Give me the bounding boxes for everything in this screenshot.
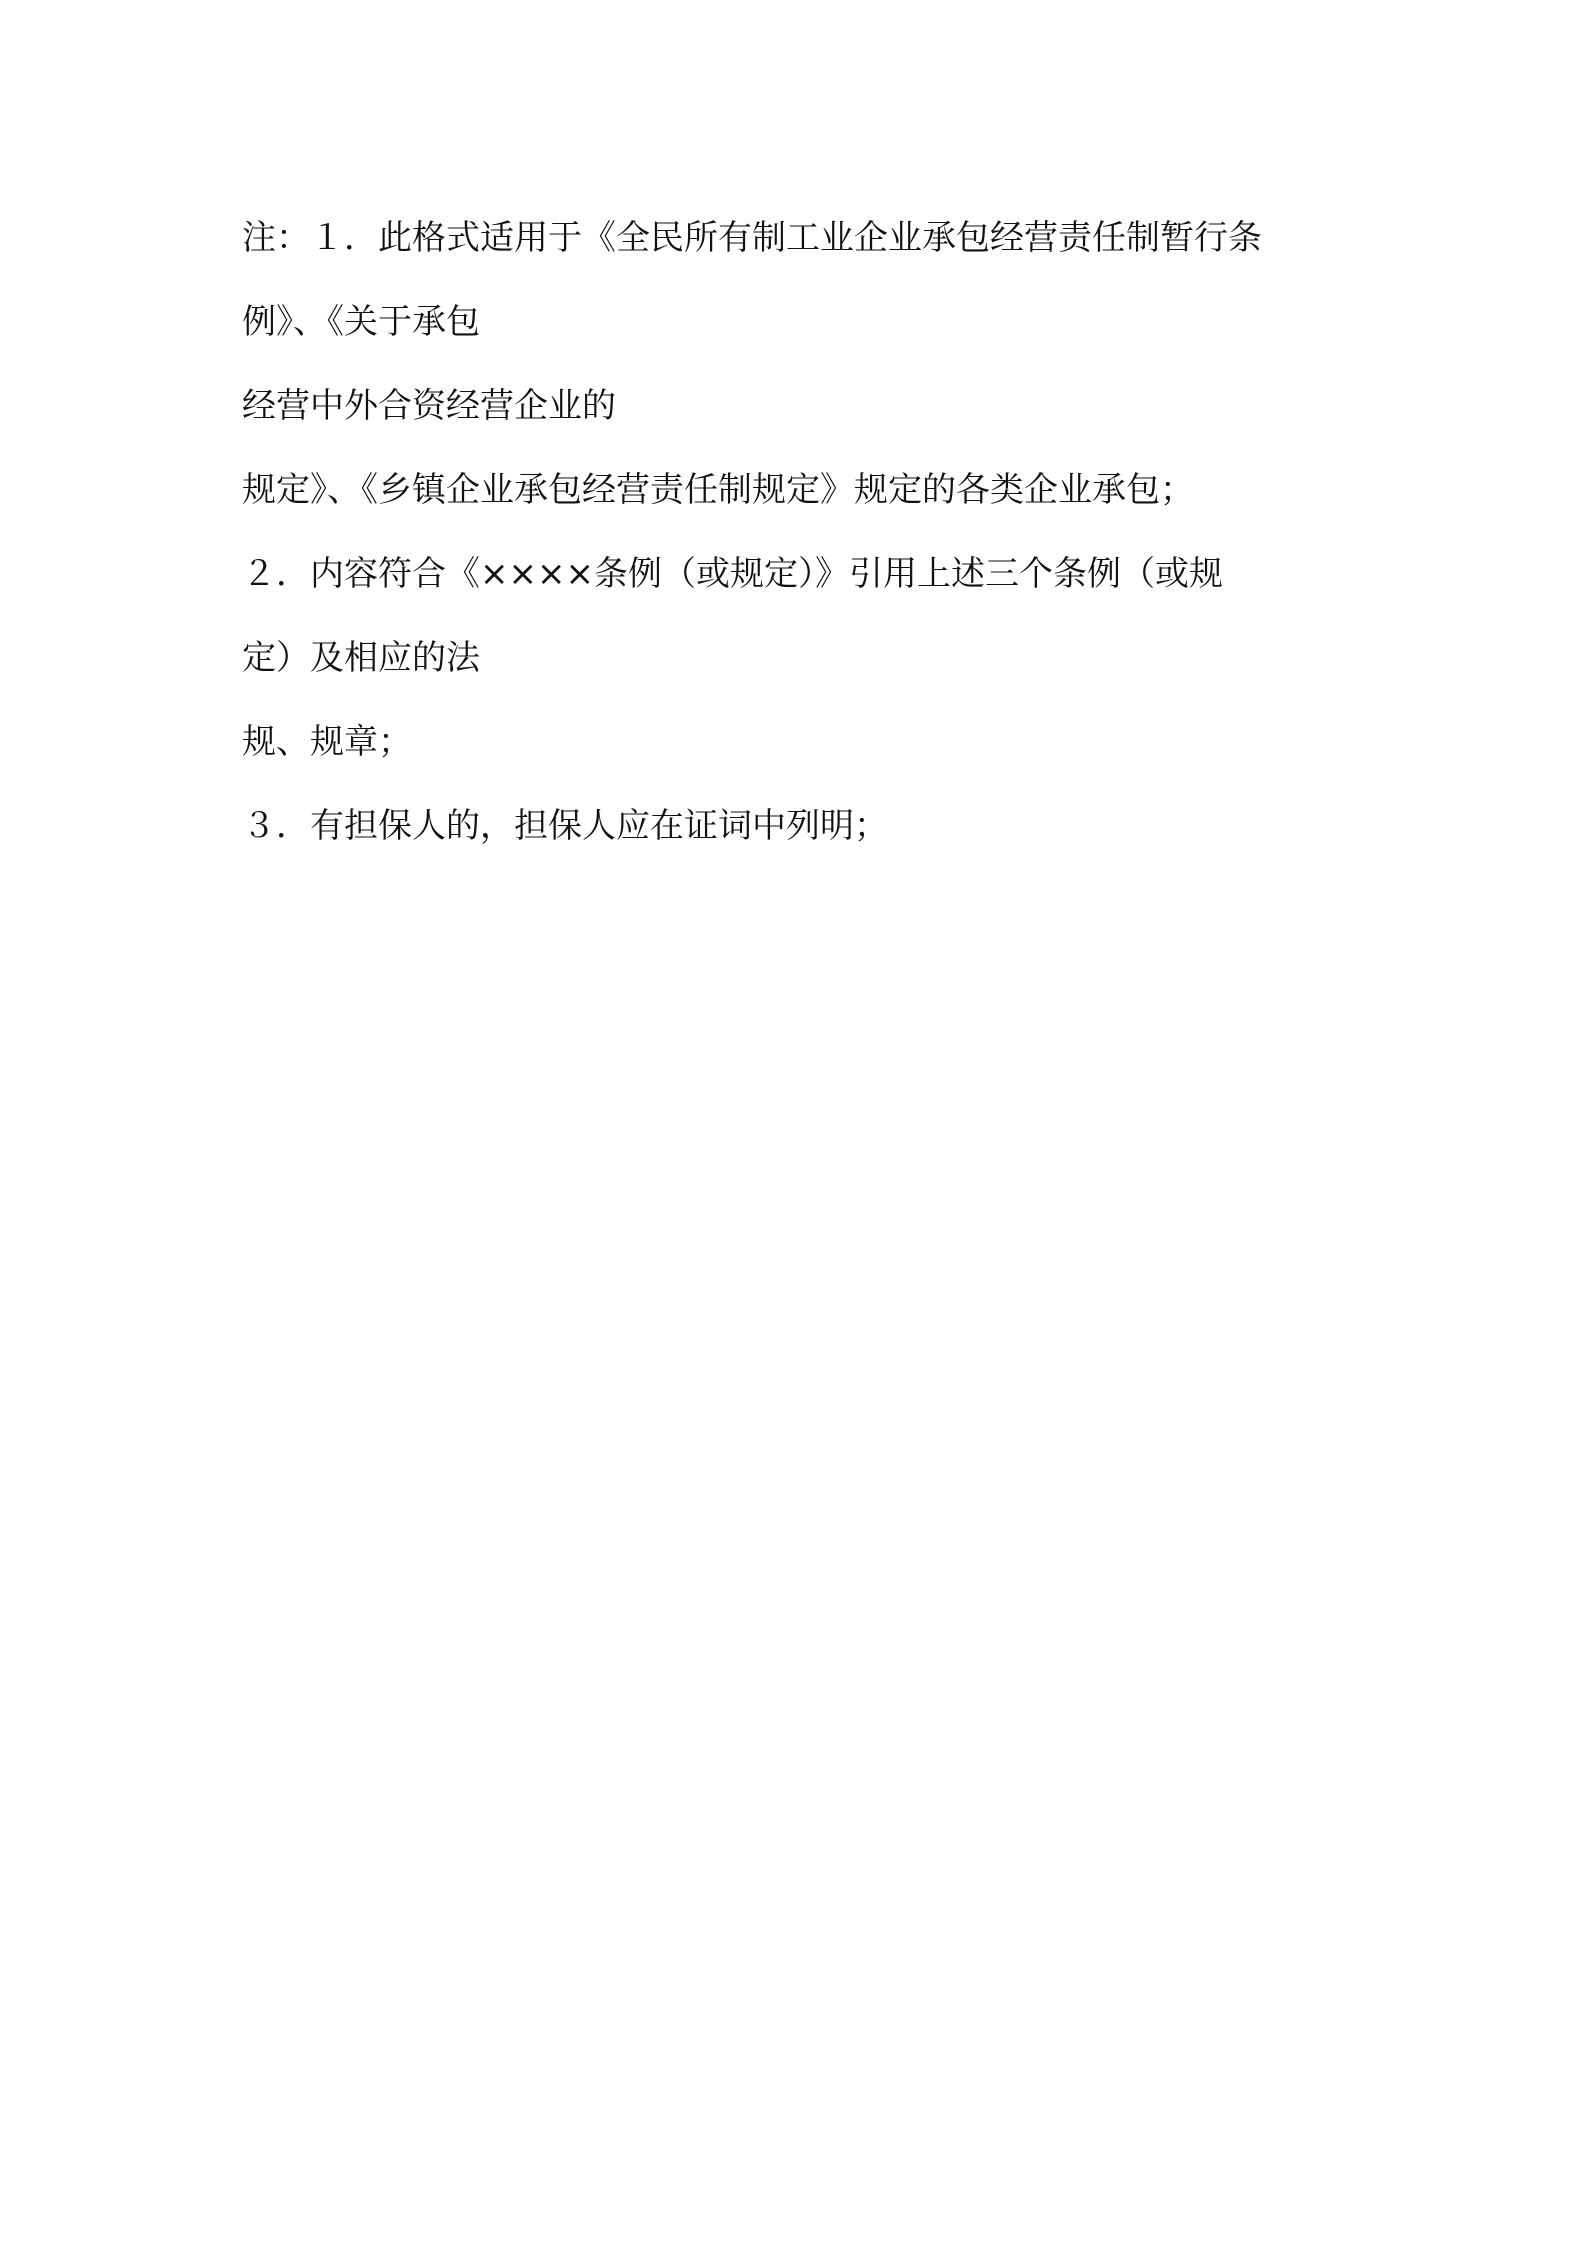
notes-block <box>242 196 1372 868</box>
note-line: 经营中外合资经营企业的 <box>242 386 616 426</box>
note-line: 规定》、《乡镇企业承包经营责任制规定》规定的各类企业承包； <box>242 470 1194 510</box>
note-line: ３．有担保人的，担保人应在证词中列明； <box>242 806 888 846</box>
note-line: 例》、《关于承包 <box>242 302 480 342</box>
note-line: 定）及相应的法 <box>242 638 480 678</box>
note-line: ２．内容符合《××××条例（或规定）》引用上述三个条例（或规 <box>242 554 1223 594</box>
note-line: 注：１．此格式适用于《全民所有制工业企业承包经营责任制暂行条 <box>242 218 1262 258</box>
note-line: 规、规章； <box>242 722 412 762</box>
